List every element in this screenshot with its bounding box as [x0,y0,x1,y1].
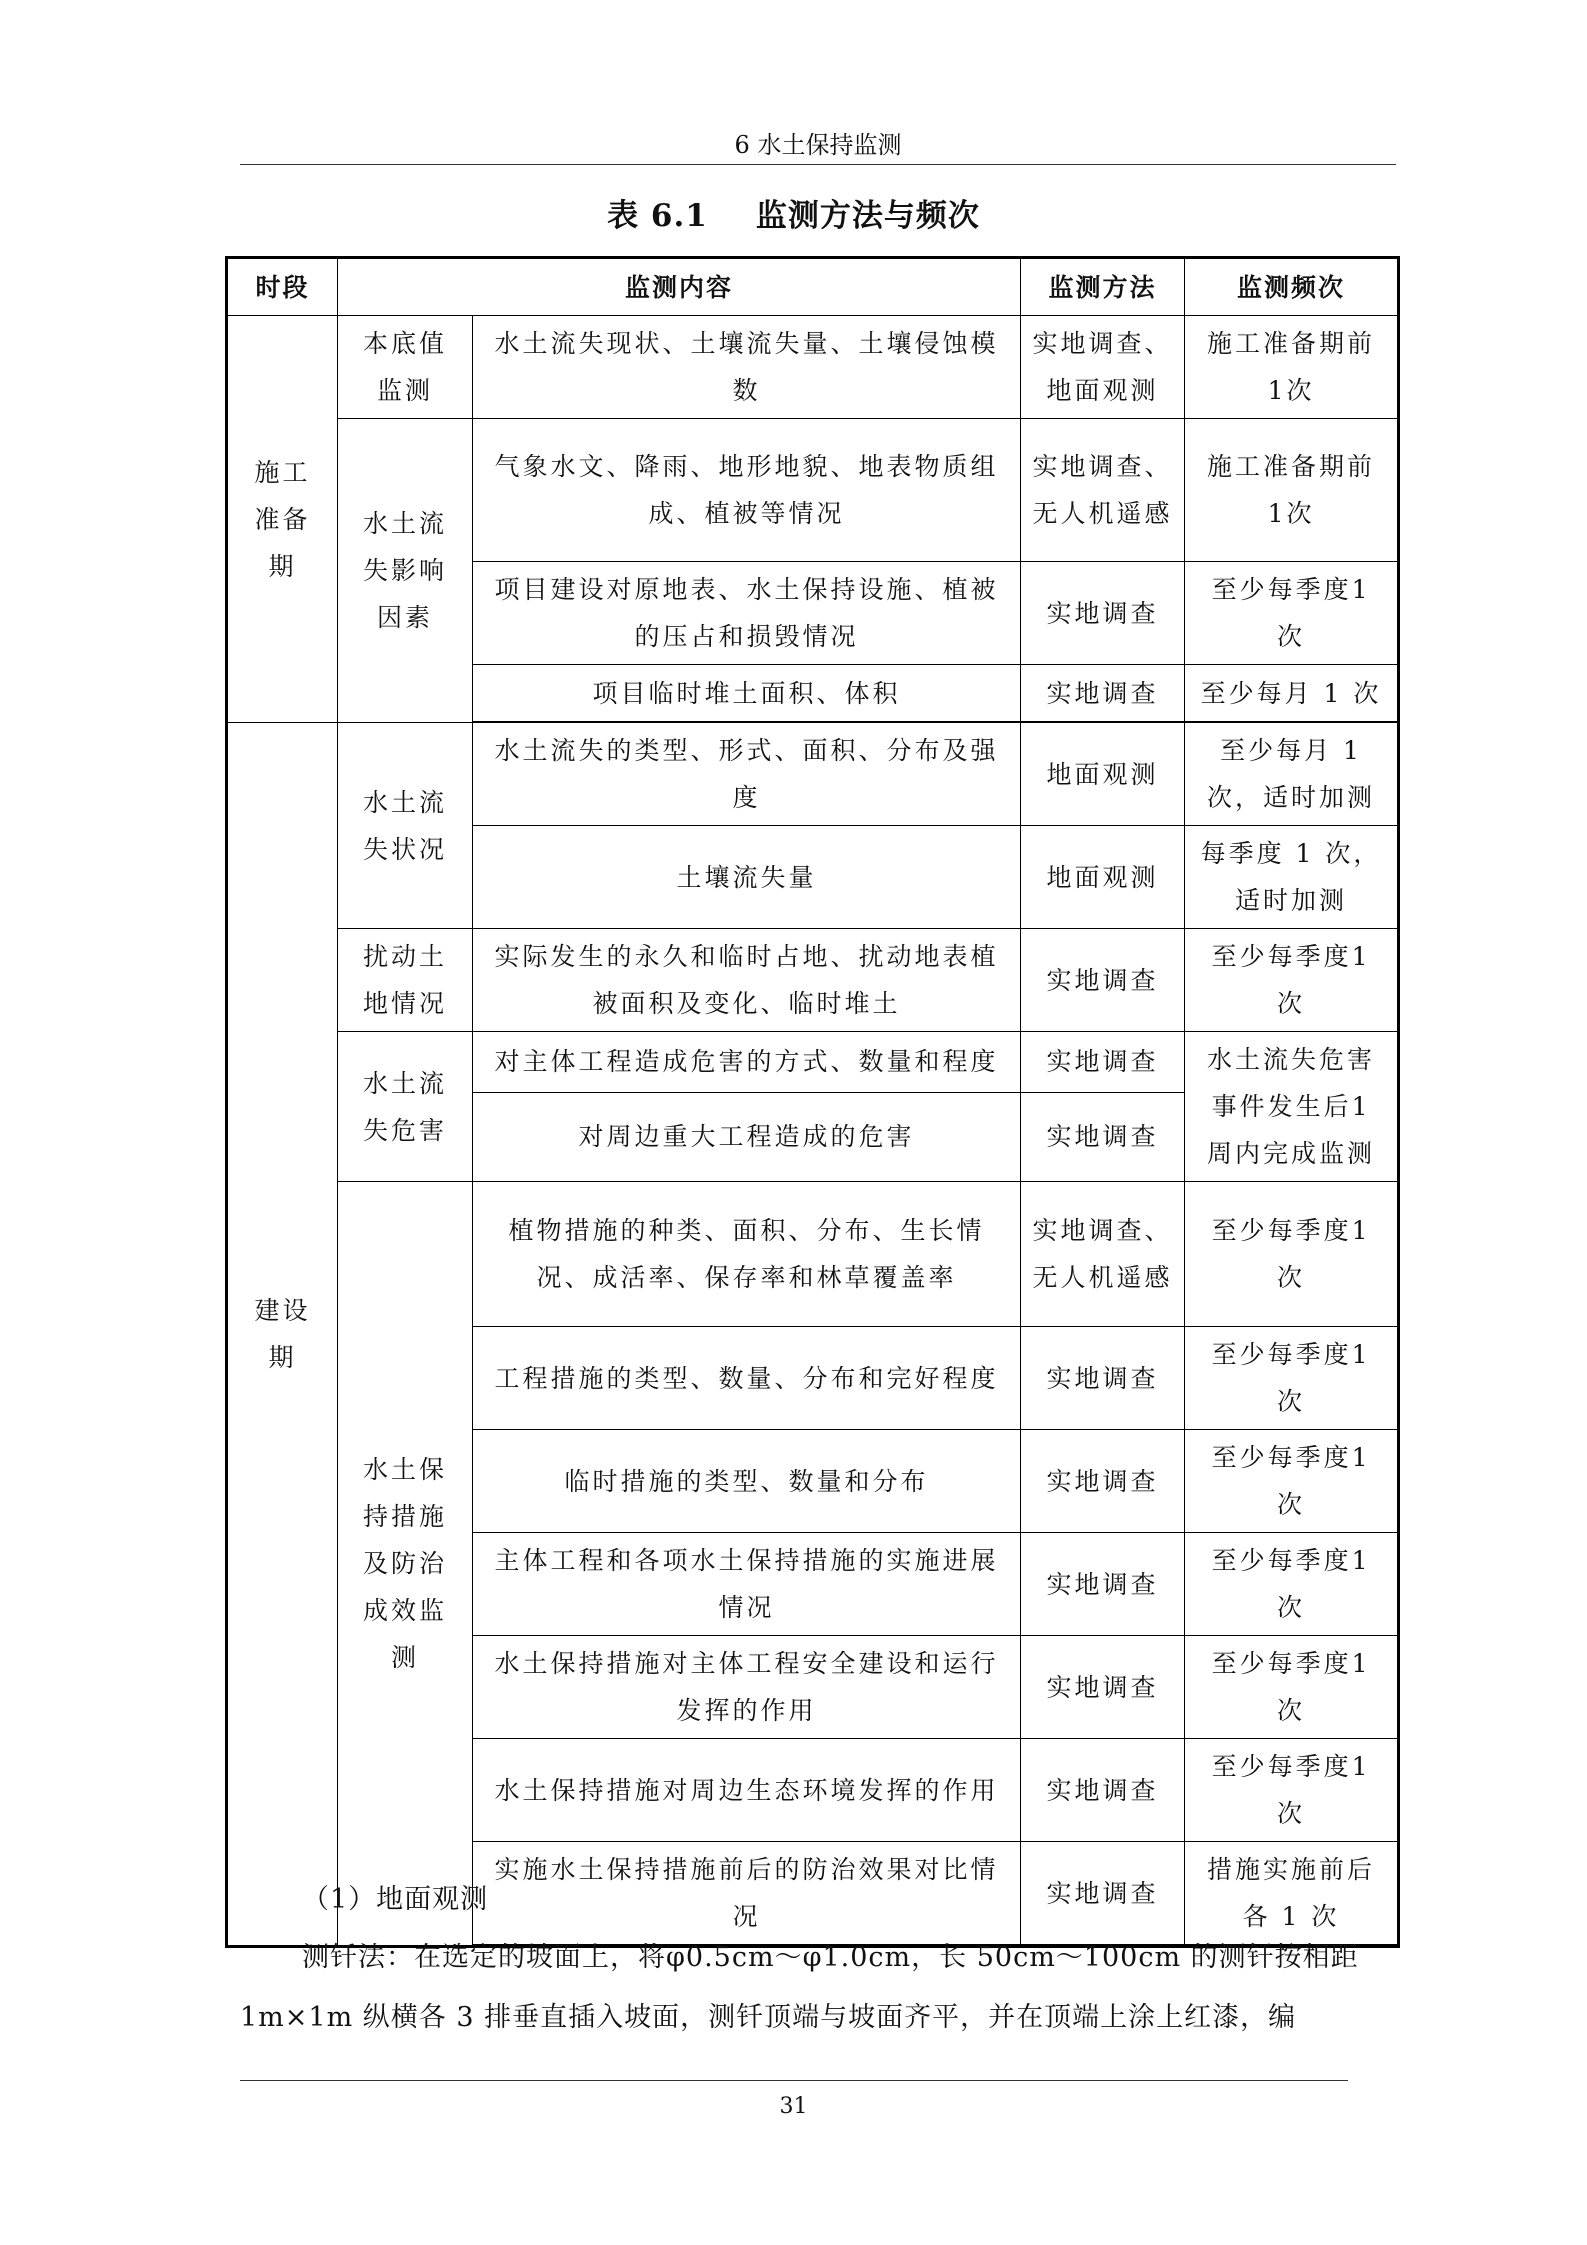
frequency-cell: 至少每季度1次 [1185,1636,1399,1739]
frequency-cell: 每季度 1 次，适时加测 [1185,826,1399,929]
subcategory-disturbance: 扰动土地情况 [338,929,473,1032]
method-cell: 地面观测 [1021,826,1185,929]
frequency-cell: 措施实施前后各 1 次 [1185,1842,1399,1945]
table-title: 监测方法与频次 [755,198,980,234]
method-cell: 实地调查、地面观测 [1021,316,1185,419]
frequency-cell: 至少每月 1 次，适时加测 [1185,723,1399,826]
content-cell: 项目建设对原地表、水土保持设施、植被的压占和损毁情况 [473,562,1021,665]
body-paragraph-line: 测钎法：在选定的坡面上，将φ0.5cm～φ1.0cm，长 50cm～100cm 的测钎按相距 [302,1942,1359,1973]
frequency-cell: 施工准备期前1次 [1185,419,1399,562]
subcategory-baseline: 本底值监测 [338,316,473,419]
column-header-period: 时段 [227,258,338,316]
subcategory-factors: 水土流失影响因素 [338,419,473,723]
method-cell: 实地调查 [1021,1739,1185,1842]
content-cell: 对主体工程造成危害的方式、数量和程度 [473,1032,1021,1093]
content-cell: 实施水土保持措施前后的防治效果对比情况 [473,1842,1021,1945]
content-cell: 土壤流失量 [473,826,1021,929]
column-header-content: 监测内容 [338,258,1021,316]
method-cell: 实地调查 [1021,1842,1185,1945]
frequency-cell: 至少每季度1次 [1185,1533,1399,1636]
column-header-method: 监测方法 [1021,258,1185,316]
method-cell: 实地调查、无人机遥感 [1021,419,1185,562]
running-header: 6 水土保持监测 [734,131,902,159]
method-cell: 实地调查 [1021,1092,1185,1181]
frequency-cell: 至少每季度1次 [1185,929,1399,1032]
page-number: 31 [779,2094,808,2119]
frequency-cell: 至少每季度1次 [1185,562,1399,665]
content-cell: 水土流失现状、土壤流失量、土壤侵蚀模数 [473,316,1021,419]
subcategory-erosion-status: 水土流失状况 [338,723,473,929]
method-cell: 实地调查 [1021,1533,1185,1636]
content-cell: 水土流失的类型、形式、面积、分布及强度 [473,723,1021,826]
content-cell: 实际发生的永久和临时占地、扰动地表植被面积及变化、临时堆土 [473,929,1021,1032]
period-construction: 建设期 [227,723,338,1947]
content-cell: 工程措施的类型、数量、分布和完好程度 [473,1327,1021,1430]
content-cell: 水土保持措施对主体工程安全建设和运行发挥的作用 [473,1636,1021,1739]
frequency-cell: 至少每月 1 次 [1185,665,1399,722]
content-cell: 临时措施的类型、数量和分布 [473,1430,1021,1533]
content-cell: 对周边重大工程造成的危害 [473,1092,1021,1181]
column-header-frequency: 监测频次 [1185,258,1399,316]
content-cell: 水土保持措施对周边生态环境发挥的作用 [473,1739,1021,1842]
method-cell: 实地调查 [1021,1032,1185,1093]
header-rule [240,164,1396,165]
period-construction-prep: 施工准备期 [227,316,338,723]
content-cell: 项目临时堆土面积、体积 [473,665,1021,722]
content-cell: 主体工程和各项水土保持措施的实施进展情况 [473,1533,1021,1636]
frequency-cell: 至少每季度1次 [1185,1739,1399,1842]
method-cell: 实地调查 [1021,929,1185,1032]
content-cell: 气象水文、降雨、地形地貌、地表物质组成、植被等情况 [473,419,1021,562]
frequency-cell: 水土流失危害事件发生后1周内完成监测 [1185,1032,1399,1182]
subcategory-measures: 水土保持措施及防治成效监测 [338,1182,473,1947]
method-cell: 地面观测 [1021,723,1185,826]
monitoring-table [225,256,1400,1948]
table-caption [0,190,1587,235]
subcategory-hazard: 水土流失危害 [338,1032,473,1182]
frequency-cell: 至少每季度1次 [1185,1430,1399,1533]
content-cell: 植物措施的种类、面积、分布、生长情况、成活率、保存率和林草覆盖率 [473,1182,1021,1327]
frequency-cell: 至少每季度1次 [1185,1182,1399,1327]
frequency-cell: 至少每季度1次 [1185,1327,1399,1430]
body-paragraph-line: 1m×1m 纵横各 3 排垂直插入坡面，测钎顶端与坡面齐平，并在顶端上涂上红漆，编 [240,2002,1297,2033]
footer-rule [240,2080,1348,2081]
table-number: 表 6.1 [607,198,708,234]
method-cell: 实地调查 [1021,1430,1185,1533]
method-cell: 实地调查 [1021,1327,1185,1430]
method-cell: 实地调查 [1021,1636,1185,1739]
method-cell: 实地调查 [1021,665,1185,722]
method-cell: 实地调查、无人机遥感 [1021,1182,1185,1327]
section-heading: （1）地面观测 [302,1884,489,1915]
frequency-cell: 施工准备期前1次 [1185,316,1399,419]
method-cell: 实地调查 [1021,562,1185,665]
